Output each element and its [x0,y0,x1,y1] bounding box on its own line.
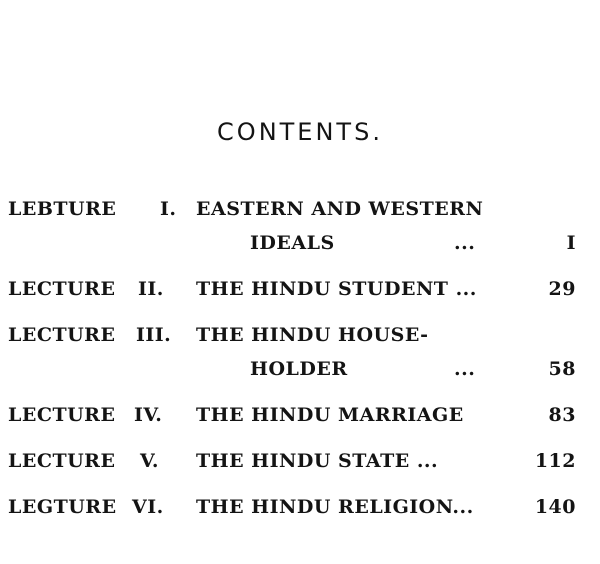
lecture-number: I. [160,198,177,220]
page-number: 83 [548,404,576,426]
lecture-title: THE HINDU MARRIAGE [196,404,464,426]
lecture-number: IV. [134,404,163,426]
toc-entry-lecture-1-cont[interactable] [8,232,576,264]
lecture-label: LECTURE [8,324,116,346]
page-number: 29 [548,278,576,300]
lecture-title: EASTERN AND WESTERN [196,198,484,220]
contents-heading: CONTENTS. [217,118,383,146]
toc-entry-lecture-4[interactable] [8,404,576,436]
toc-entry-lecture-6[interactable] [8,496,576,528]
page-number: I [566,232,576,254]
lecture-number: III. [136,324,172,346]
lecture-title: THE HINDU RELIGION... [196,496,474,518]
lecture-title: THE HINDU STUDENT ... [196,278,477,300]
toc-entry-lecture-3-cont[interactable] [8,358,576,390]
lecture-number: II. [138,278,164,300]
page-number: 112 [534,450,576,472]
lecture-label: LECTURE [8,450,116,472]
toc-entry-lecture-2[interactable] [8,278,576,310]
dot-leader: ... [454,358,476,380]
lecture-label: LECTURE [8,278,116,300]
lecture-number: VI. [132,496,164,518]
lecture-number: V. [140,450,160,472]
toc-entry-lecture-1[interactable] [8,198,576,230]
lecture-title-continued: HOLDER [250,358,348,380]
lecture-label: LECTURE [8,404,116,426]
lecture-title: THE HINDU STATE ... [196,450,439,472]
lecture-title-continued: IDEALS [250,232,335,254]
page-number: 58 [548,358,576,380]
page-number: 140 [534,496,576,518]
dot-leader: ... [454,232,476,254]
lecture-label: LEBTURE [8,198,117,220]
lecture-label: LEGTURE [8,496,117,518]
toc-entry-lecture-3[interactable] [8,324,576,356]
lecture-title: THE HINDU HOUSE- [196,324,429,346]
toc-entry-lecture-5[interactable] [8,450,576,482]
